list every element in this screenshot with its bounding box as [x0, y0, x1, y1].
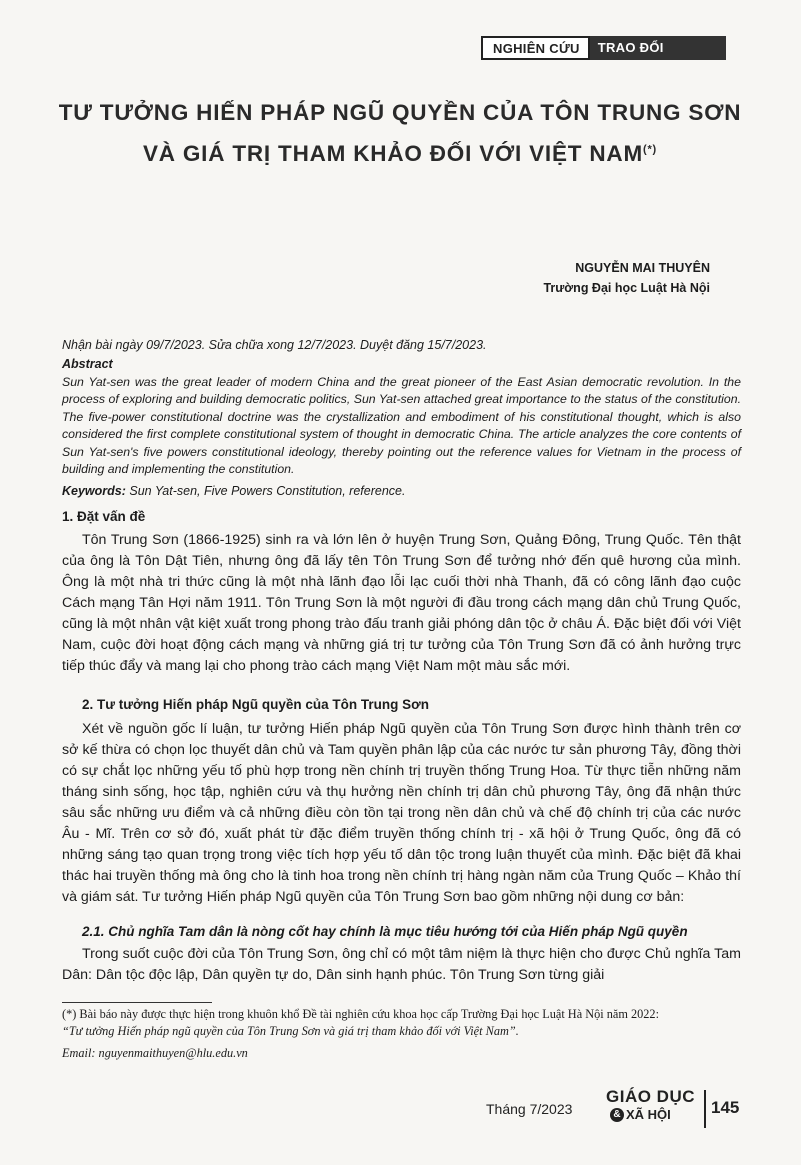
page-number: 145: [711, 1098, 740, 1117]
ampersand-icon: &: [610, 1108, 624, 1122]
submission-dates: Nhận bài ngày 09/7/2023. Sửa chữa xong 12/7/2023. Duyệt đăng 15/7/2023.: [62, 338, 487, 352]
section-2-1-heading: 2.1. Chủ nghĩa Tam dân là nòng cốt hay chính là mục tiêu hướng tới của Hiến pháp Ngũ quyền: [82, 924, 688, 939]
journal-logo: [606, 1088, 702, 1124]
keywords-text: Sun Yat-sen, Five Powers Constitution, reference.: [129, 484, 406, 498]
section-2-1-paragraph: Trong suốt cuộc đời của Tôn Trung Sơn, ông chỉ có một tâm niệm là thực hiện cho được Chủ nghĩa Tam Dân: Dân tộc độc lập, Dân quyền tự do, Dân sinh hạnh phúc. Tôn Trung Sơn từng giải: [62, 946, 741, 983]
section-label-left: NGHIÊN CỨU: [481, 36, 590, 60]
journal-logo-line2: & XÃ HỘI: [606, 1106, 702, 1124]
abstract-text: Sun Yat-sen was the great leader of modern China and the great pioneer of the East Asian democratic revolution. In the process of exploring and building democratic politics, Sun Yat-sen attached great importance to the status of the constitution. The five-power constitutional doctrine was the crystallization and embodiment of his constitutional thought, which is also considered the first complete constitutional system of thought in democratic China. The article analyzes the core contents of Sun Yat-sen's five powers constitutional ideology, thereby pointing out the reference values for Vietnam in the process of building and implementing the constitution.: [62, 375, 741, 477]
article-title-line1: TƯ TƯỞNG HIẾN PHÁP NGŨ QUYỀN CỦA TÔN TRUNG SƠN: [58, 100, 742, 125]
author-email: Email: nguyenmaithuyen@hlu.edu.vn: [62, 1046, 248, 1060]
issue-date: Tháng 7/2023: [486, 1101, 573, 1117]
journal-logo-line1: GIÁO DỤC: [606, 1087, 695, 1106]
article-title-line2: [40, 141, 760, 167]
keywords-label: Keywords:: [62, 484, 126, 498]
title-footnote-mark: (*): [643, 143, 658, 156]
section-label-right: TRAO ĐỔI: [590, 36, 726, 60]
abstract-label: Abstract: [62, 357, 113, 371]
footnote-line1: (*) Bài báo này được thực hiện trong khuôn khổ Đề tài nghiên cứu khoa học cấp Trường Đại học Luật Hà Nội năm 2022:: [62, 1007, 659, 1021]
author-affiliation: Trường Đại học Luật Hà Nội: [543, 281, 710, 295]
footnote-line2: “Tư tưởng Hiến pháp ngũ quyền của Tôn Trung Sơn và giá trị tham khảo đối với Việt Nam”.: [62, 1024, 519, 1038]
section-2-heading: 2. Tư tưởng Hiến pháp Ngũ quyền của Tôn Trung Sơn: [82, 697, 429, 712]
footnote-rule: [62, 1002, 212, 1003]
article-title-line2-text: VÀ GIÁ TRỊ THAM KHẢO ĐỐI VỚI VIỆT NAM: [142, 141, 644, 166]
section-badge: [481, 36, 726, 60]
section-1-paragraph: Tôn Trung Sơn (1866-1925) sinh ra và lớn lên ở huyện Trung Sơn, Quảng Đông, Trung Quốc. Tên thật của ông là Tôn Dật Tiên, nhưng ông đã lấy tên Tôn Trung Sơn để tưởng nhớ đến quê hương của mình. Ông là một nhà tri thức cũng là một nhà lãnh đạo lỗi lạc cuối thời nhà Thanh, đã có công lãnh đạo cuộc Cách mạng Tân Hợi năm 1911. Tôn Trung Sơn là một người đi đầu trong cách mạng dân chủ Trung Quốc, cũng là một nhân vật kiệt xuất trong phong trào đấu tranh giải phóng dân tộc ở châu Á. Đặc biệt đối với Việt Nam, cuộc đời hoạt động cách mạng và những giá trị tư tưởng của Tôn Trung Sơn đã có ảnh hưởng trực tiếp thúc đẩy và mang lại cho phong trào cách mạng Việt Nam một màu sắc mới.: [62, 532, 741, 674]
footer-divider: [704, 1090, 706, 1128]
keywords: [62, 484, 405, 498]
footnote: [62, 1006, 741, 1040]
section-2-paragraph: Xét về nguồn gốc lí luận, tư tưởng Hiến pháp Ngũ quyền của Tôn Trung Sơn được hình thành trên cơ sở kế thừa có chọn lọc thuyết dân chủ và Tam quyền phân lập của các nước tư sản phương Tây, đồng thời có sự chắt lọc những yếu tố phù hợp trong nền chính trị truyền thống Trung Hoa. Từ thực tiễn những năm tháng sinh sống, học tập, nghiên cứu và thụ hưởng nền chính trị dân chủ phương Tây, ông đã nhận thức sâu sắc những ưu điểm và cả những điều còn tồn tại trong nền dân chủ và chế độ chính trị của các nước Âu - Mĩ. Trên cơ sở đó, xuất phát từ đặc điểm truyền thống chính trị - xã hội ở Trung Quốc, ông đã có những sáng tạo quan trọng trong việc tích hợp yếu tố dân tộc trong luận thuyết của mình. Đặc biệt đã khai thác hai truyền thống mà ông cho là tinh hoa trong nền chính trị hàng ngàn năm của Trung Quốc – Khảo thí và giám sát. Tư tưởng Hiến pháp Ngũ quyền của Tôn Trung Sơn bao gồm những nội dung cơ bản:: [62, 721, 741, 905]
author-name: NGUYỄN MAI THUYÊN: [575, 261, 710, 275]
section-1-heading: 1. Đặt vấn đề: [62, 509, 146, 524]
